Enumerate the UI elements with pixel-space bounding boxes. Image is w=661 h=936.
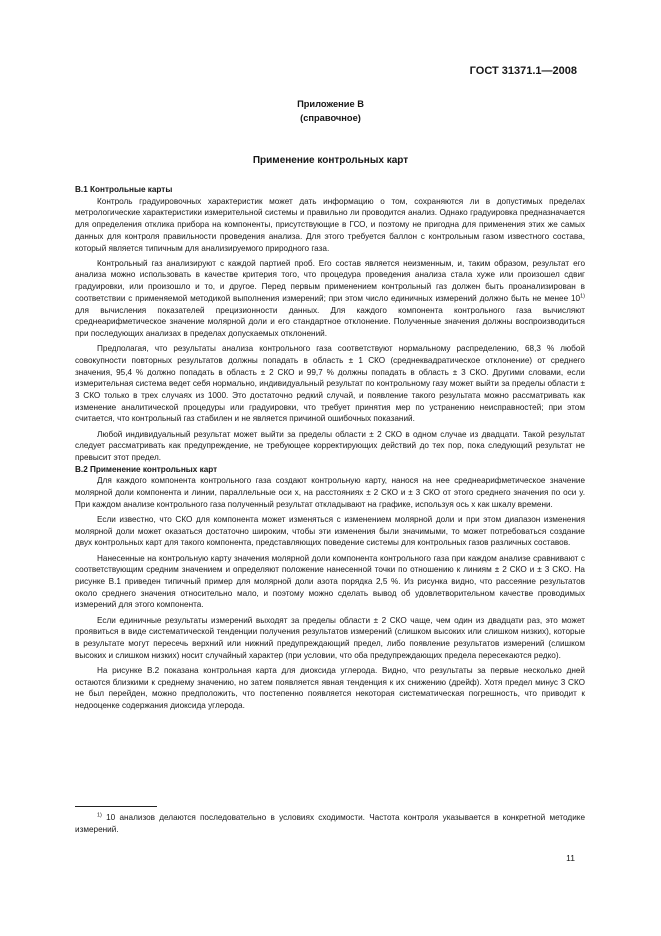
section-heading-b2: В.2 Применение контрольных карт [75,464,218,474]
paragraph: Для каждого компонента контрольного газа создают контрольную карту, нанося на нее среднеарифметическое значение молярной доли компонента и линии, параллельные оси x, на расстояниях ± 2 СКО и ± 3 СКО от этого среднего значения по оси y. При каждом анализе контрольного газа полученный результат откладывают на графике, используя ось x как шкалу времени. [75,476,585,509]
paragraph: Если известно, что СКО для компонента может изменяться с изменением молярной доли и при этом диапазон изменения молярной доли может оказаться достаточно широким, чтобы эти изменения были значимыми, то может потребоваться создание двух контрольных карт для такого компонента, представляющих поведение системы для контрольных газов различных составов. [75,514,585,548]
annex-title: Приложение В [297,99,364,109]
document-body [75,184,585,712]
annex-heading [0,97,661,125]
footnote-marker: 1) [97,812,102,819]
document-code: ГОСТ 31371.1—2008 [469,65,577,77]
footnote [75,812,585,835]
annex-status: (справочное) [300,113,361,123]
paragraph: Нанесенные на контрольную карту значения молярной доли компонента контрольного газа при каждом анализе сравнивают с соответствующим средним значением и определяют положение нанесенной точки по отношению к линиям ± 2 СКО и ± 3 СКО. На рисунке В.1 приведен типичный пример для молярной доли азота порядка 2,5 %. Из рисунка видно, что рассеяние результатов около среднего значения относительно мало, и поэтому можно сделать вывод об удовлетворительном качестве проводимых измерений для этого компонента. [75,553,585,610]
section-heading-b1: В.1 Контрольные карты [75,185,173,194]
paragraph: Контрольный газ анализируют с каждой партией проб. Его состав является неизменным, и, таким образом, результат его анализа можно использовать в качестве критерия того, что процедура проведения анализа стала хуже или произошел сдвиг градуировки, или произошло и то, и другое. Перед первым применением контрольный газ должен быть проанализирован в соответствии с применяемой методикой выполнения измерений; при этом число единичных измерений должно быть не менее 10$^{1)}$ для вычисления показателей прецизионности данных. Для каждого компонента контрольного газа вычисляют среднеарифметическое значение молярной доли и его стандартное отклонение. Полученные значения должны воспроизводиться при последующих анализах в пределах допускаемых отклонений. [75,258,585,338]
page-number: 11 [566,853,575,863]
paragraph: Контроль градуировочных характеристик может дать информацию о том, сохраняются ли в допустимых пределах метрологические характеристики измерительной системы и правильно ли проводится анализ. Однако градуировка предназначается для определения отклика прибора на компоненты, присутствующие в ГСО, и поэтому не пригодна для применения этих же самых данных для контроля правильности проведения анализа. Для этого требуется баллон с контрольным газом известного состава, который является типичным для анализируемого природного газа. [75,196,585,253]
paragraph: На рисунке В.2 показана контрольная карта для диоксида углерода. Видно, что результаты за первые несколько дней остаются близкими к среднему значению, но затем появляется явная тенденция к их снижению (дрейф). Хотя предел минус 3 СКО не был перейден, можно предположить, что постепенно появляется некоторая систематическая погрешность, что приводит к недооценке содержания диоксида углерода. [75,665,585,711]
footnote-text: 10 анализов делаются последовательно в условиях сходимости. Частота контроля указывается в конкретной методике измерений. [75,813,585,834]
paragraph: Предполагая, что результаты анализа контрольного газа соответствуют нормальному распределению, 68,3 % любой совокупности повторных результатов должны попадать в область ± 1 СКО (среднеквадратическое отклонение) от среднего значения, 95,4 % должно попадать в область ± 2 СКО и 99,7 % должны попадать в область ± 3 СКО. Другими словами, если измерительная система ведет себя нормально, индивидуальный результат по контрольному газу может выйти за пределы области ± 3 СКО только в трех случаях из 1000. Это достаточно редкий случай, и появление такого результата можно рассматривать как изменение аналитической процедуры или градуировки, что требует принятия мер по устранению неисправностей; при этом считается, что контрольный газ стабилен и не является причиной ошибочных показаний. [75,344,585,424]
page-title: Применение контрольных карт [252,155,409,166]
paragraph: Если единичные результаты измерений выходят за пределы области ± 2 СКО чаще, чем один из двадцати раз, это может проявиться в виде систематической тенденции получения результатов измерений (слишком высоких или слишком низких), которые в результате могут пересечь верхний или нижний предупреждающий предел, либо появление результатов измерений (слишком высоких и слишком низких) носит случайный характер (при условии, что оба предупреждающих предела пересекаются редко). [75,615,585,660]
footnote-divider [75,806,157,807]
footnote-ref: 1) [580,293,585,300]
paragraph: Любой индивидуальный результат может выйти за пределы области ± 2 СКО в одном случае из двадцати. Такой результат следует рассматривать как предупреждение, не требующее корректирующих действий до тех пор, пока следующий результат не превысит этот предел. [75,429,585,462]
